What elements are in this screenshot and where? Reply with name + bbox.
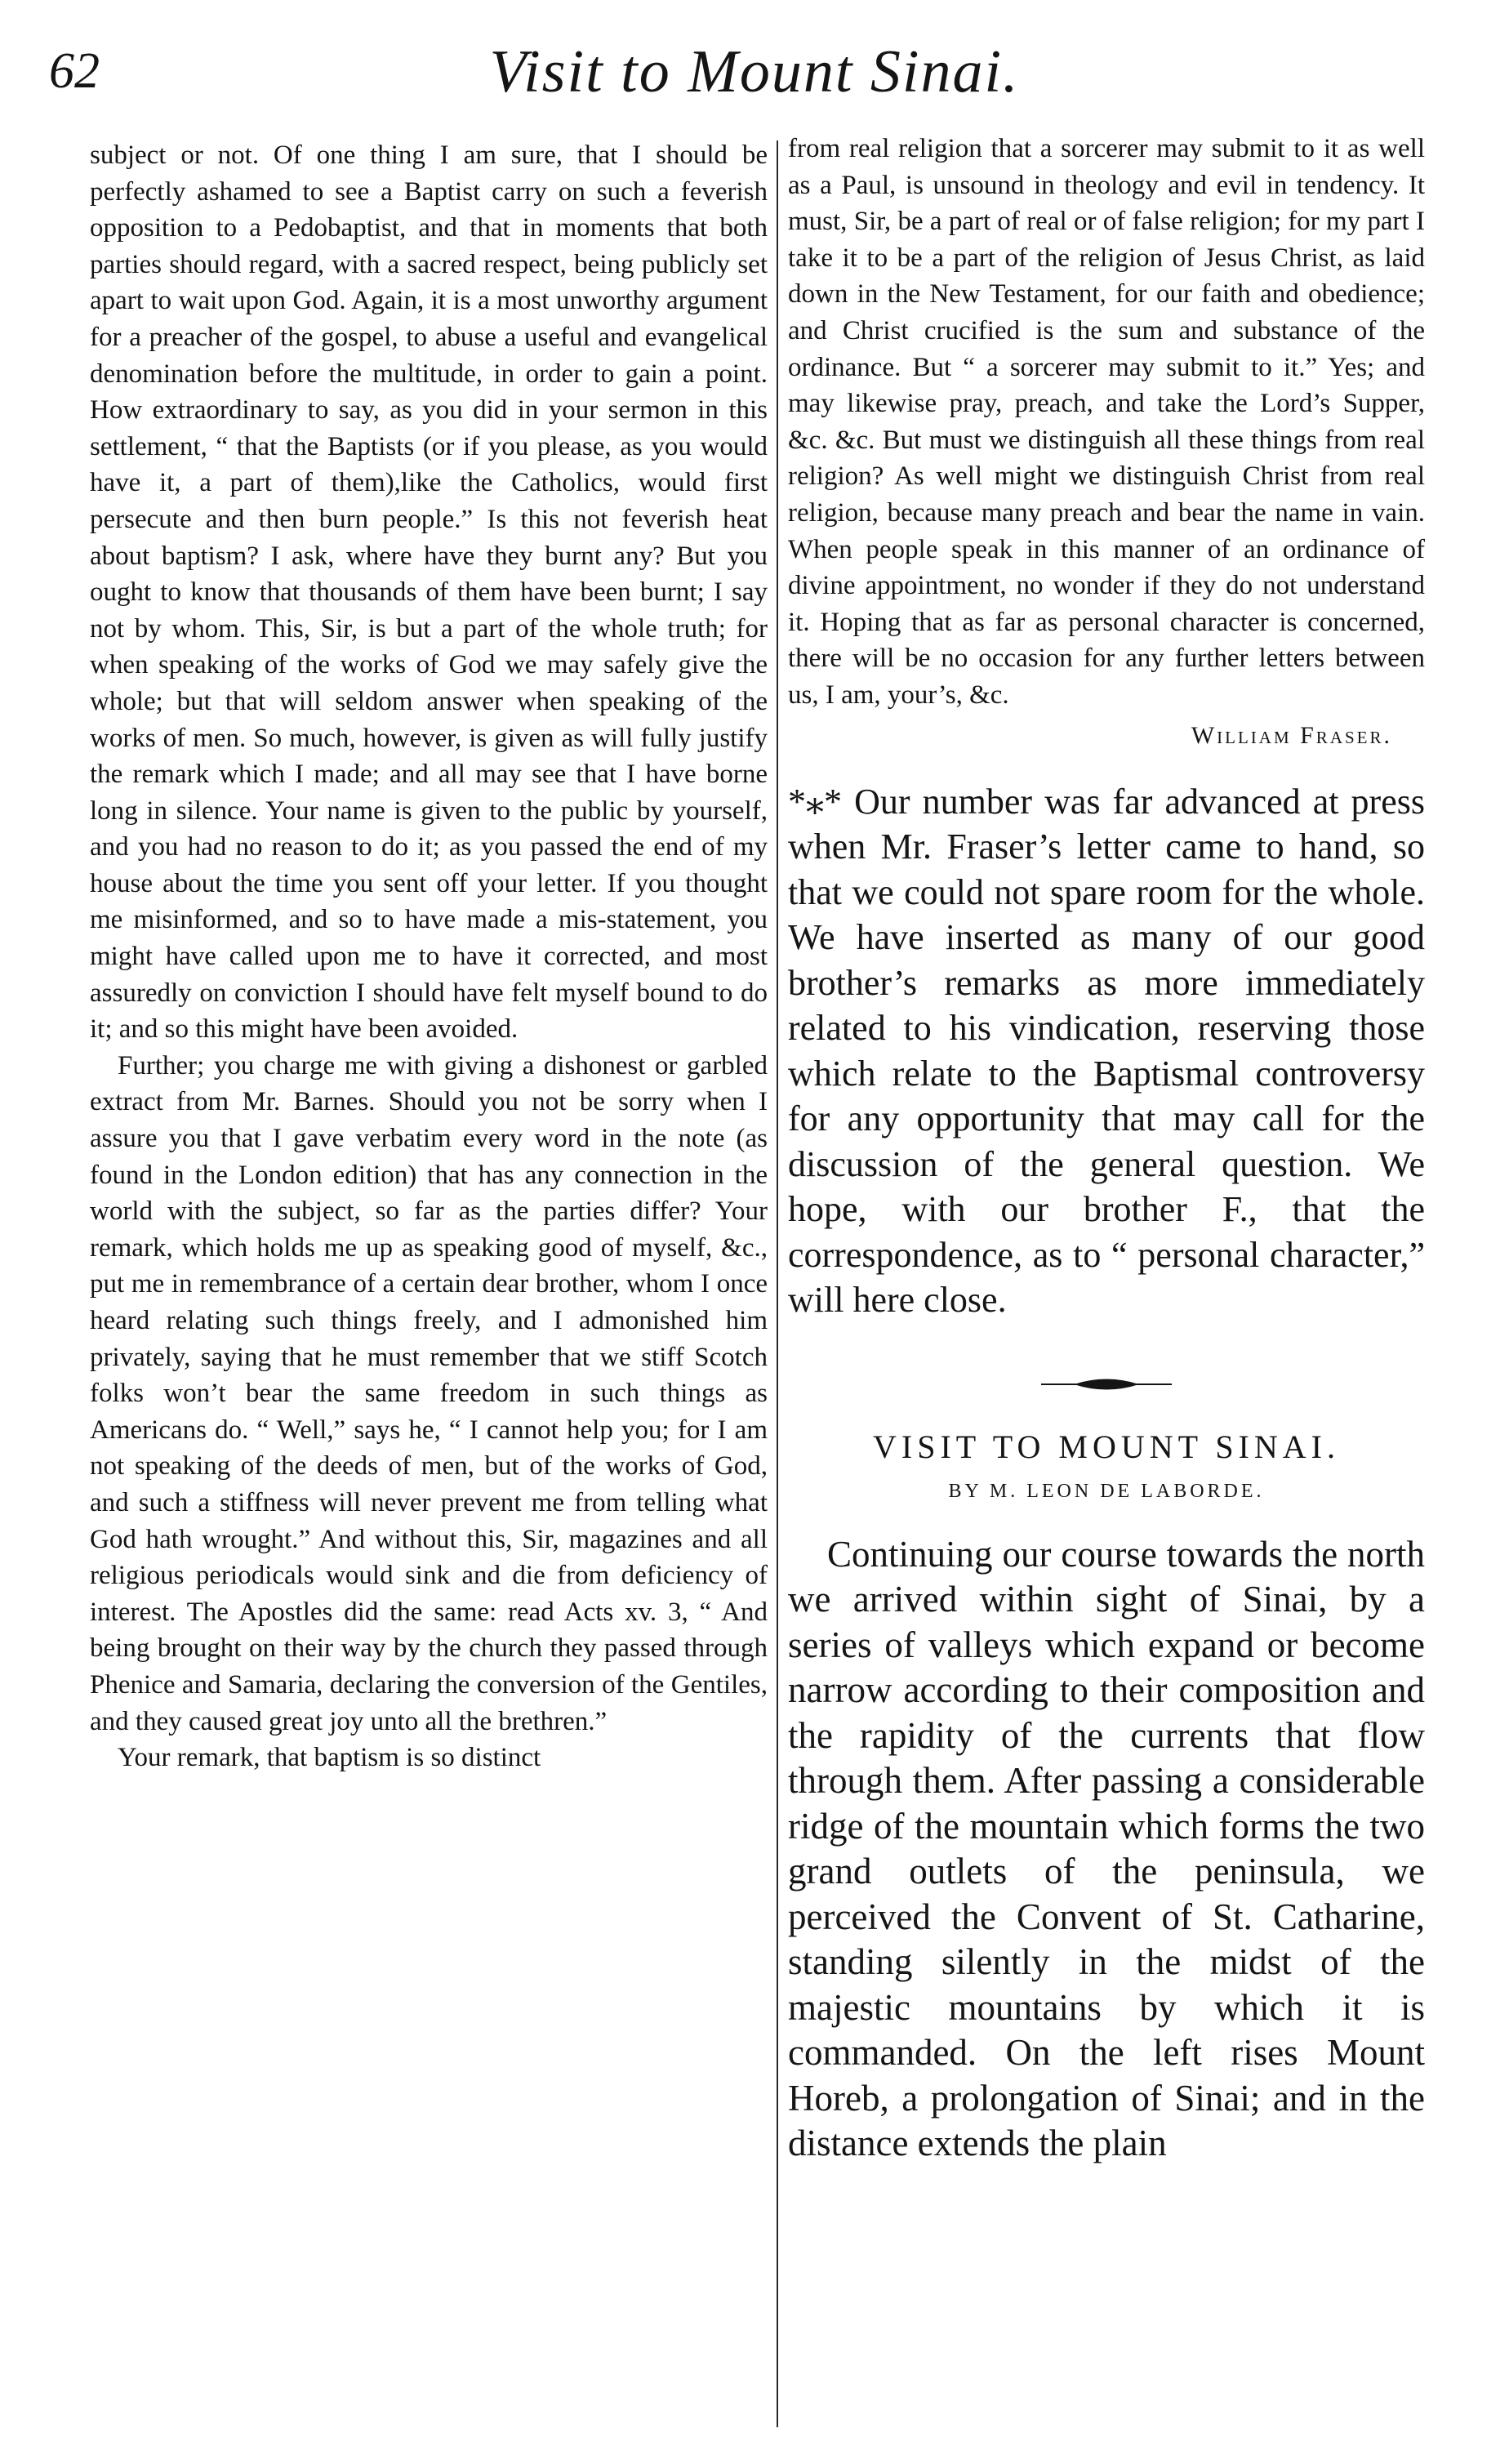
left-column [90,137,768,1776]
ornament-divider [1041,1374,1172,1395]
letter-paragraph: Further; you charge me with giving a dishonest or garbled extract from Mr. Barnes. Should you not be sorry when I assure you that I gave verbatim every word in the note (as found in the London edition) that has any connection in the world with the subject, so far as the parties differ? Your remark, which holds me up as speaking good of myself, &c., put me in remembrance of a certain dear brother, whom I once heard relating such things freely, and I admonished him privately, saying that he must remember that we stiff Scotch folks won’t bear the same freedom in such things as Americans do. “ Well,” says he, “ I cannot help you; for I am not speaking of the deeds of men, but of the works of God, and such a stiffness will never prevent me from telling what God hath wrought.” And without this, Sir, magazines and all religious periodicals would sink and die from deficiency of interest. The Apostles did the same: read Acts xv. 3, “ And being brought on their way by the church they passed through Phenice and Samaria, declaring the conversion of the Gentiles, and they caused great joy unto all the brethren.” [90,1050,768,1736]
page-number: 62 [49,43,100,99]
letter-paragraph: Your remark, that baptism is so distinct [118,1743,541,1773]
editor-note: *⁎* Our number was far advanced at press when Mr. Fraser’s letter came to hand, so that we could not spare room for the whole. We have inserted as many of our good brother’s remarks as more immediately related to his vindication, reserving those which relate to the Baptismal controversy for any opportunity that may call for the discussion of the general question. We hope, with our brother F., that the correspondence, as to “ personal character,” will here close. [788,781,1425,1320]
column-divider [777,140,778,2427]
letter-paragraph: subject or not. Of one thing I am sure, that I should be perfectly ashamed to see a Baptist carry on such a feverish opposition to a Pedobaptist, and that in moments that both parties should regard, with a sacred respect, being publicly set apart to wait upon God. Again, it is a most unworthy argument for a preacher of the gospel, to abuse a useful and evangelical denomination before the multitude, in order to gain a point. How extraordinary to say, as you did in your sermon in this settlement, “ that the Baptists (or if you please, as you would have it, a part of them),like the Catholics, would first persecute and then burn people.” Is this not feverish heat about baptism? I ask, where have they burnt any? But you ought to know that thousands of them have been burnt; I say not by whom. This, Sir, is but a part of the whole truth; for when speaking of the works of God we may safely give the whole; but that will seldom answer when speaking of the works of men. So much, however, is given as will fully justify the remark which I made; and all may see that I have borne long in silence. Your name is given to the public by yourself, and you had no reason to do it; as you passed the end of my house about the time you sent off your letter. If you thought me misinformed, and so to have made a mis-statement, you might have called upon me to have it corrected, and most assuredly on conviction I should have felt myself bound to do it; and so this might have been avoided. [90,140,768,1045]
letter-closing-paragraph: from real religion that a sorcerer may submit to it as well as a Paul, is unsound in theology and evil in tendency. It must, Sir, be a part of real or of false religion; for my part I take it to be a part of the religion of Jesus Christ, as laid down in the New Testament, for our faith and obedience; and Christ crucified is the sum and substance of the ordinance. But “ a sorcerer may submit to it.” Yes; and may likewise pray, preach, and take the Lord’s Supper, &c. &c. But must we distinguish all these things from real religion? As well might we distinguish Christ from real religion, because many preach and bear the name in vain. When people speak in this manner of an ordinance of divine appointment, no wonder if they do not understand it. Hoping that as far as personal character is concerned, there will be no occasion for any further letters between us, I am, your’s, &c. [788,134,1425,710]
article-title: VISIT TO MOUNT SINAI. [873,1428,1340,1465]
article-body: Continuing our course towards the north we arrived within sight of Sinai, by a series of valleys which expand or become narrow according to their composition and the rapidity of the currents that flow through them. After passing a considerable ridge of the mountain which forms the two grand outlets of the peninsula, we perceived the Convent of St. Catharine, standing silently in the midst of the majestic mountains by which it is commanded. On the left rises Mount Horeb, a prolongation of Sinai; and in the distance extends the plain [788,1533,1425,2163]
running-title: Visit to Mount Sinai. [489,38,1020,105]
page-header [49,31,1460,121]
signature: William Fraser. [1191,721,1392,749]
article-byline: BY M. LEON DE LABORDE. [948,1480,1265,1502]
right-column [788,131,1425,2167]
